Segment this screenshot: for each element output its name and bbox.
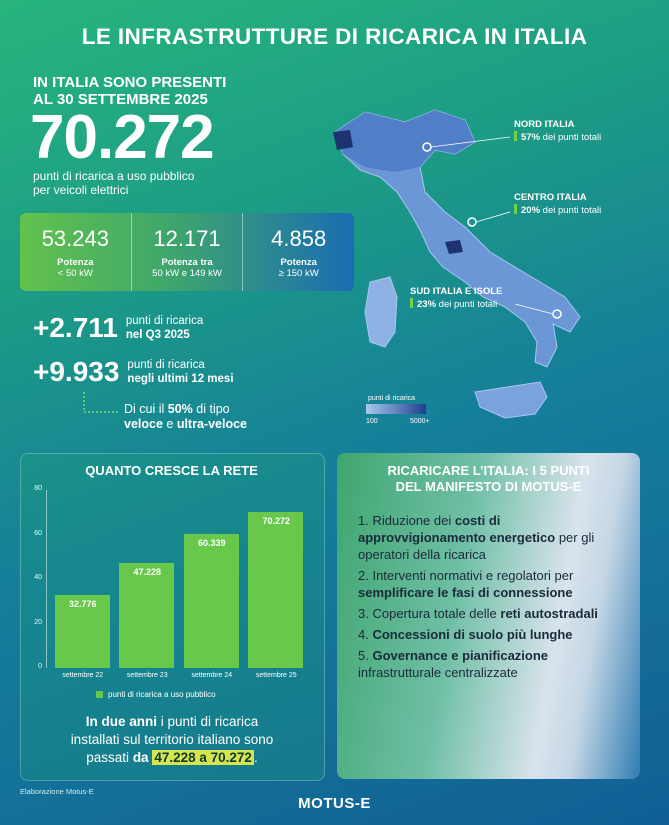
manifesto-title: RICARICARE L’ITALIA: I 5 PUNTI DEL MANIFESTO DI MOTUS-E bbox=[387, 463, 590, 494]
x-tick-label: settembre 22 bbox=[62, 672, 104, 679]
card-value: 53.243 bbox=[41, 226, 109, 251]
intro-line-2: AL 30 SETTEMBRE 2025 bbox=[33, 91, 208, 108]
map-legend-min: 100 bbox=[366, 418, 378, 425]
card-label: Potenza tra 50 kW e 149 kW bbox=[152, 257, 222, 279]
region-nord: NORD ITALIA 57% dei punti totali bbox=[514, 119, 602, 143]
y-tick-label: 60 bbox=[34, 529, 42, 537]
manifesto-item: 2. Interventi normativi e regolatori per semplificare le fasi di connessione bbox=[358, 568, 574, 600]
x-tick-label: settembre 24 bbox=[191, 672, 233, 679]
y-tick-label: 0 bbox=[38, 663, 42, 670]
stat-12-months bbox=[33, 356, 234, 388]
manifesto-item: 4. Concessioni di suolo più lunghe bbox=[358, 627, 573, 642]
region-centro: CENTRO ITALIA 20% dei punti totali bbox=[514, 192, 602, 216]
manifesto-item: 5. Governance e pianificazione infrastrutturale centralizzate bbox=[358, 648, 549, 680]
map-legend-bar bbox=[366, 404, 426, 414]
chart-caption: In due anni i punti di ricarica installati sul territorio italiano sono passati da 47.228 a 70.272 . bbox=[70, 714, 274, 765]
card-value: 12.171 bbox=[153, 226, 221, 251]
manifesto-list bbox=[358, 512, 630, 685]
growth-chart bbox=[30, 486, 320, 686]
manifesto-item: 3. Copertura totale delle reti autostradali bbox=[358, 606, 598, 621]
chart-bar bbox=[184, 534, 239, 668]
sicily bbox=[475, 382, 547, 418]
legend-swatch bbox=[96, 691, 103, 698]
card-value: 4.858 bbox=[271, 226, 327, 251]
total-desc-1: punti di ricarica a uso pubblico bbox=[33, 169, 195, 183]
sardinia bbox=[365, 277, 397, 347]
stat-value: +9.933 bbox=[33, 356, 120, 387]
bar-data-label: 47.228 bbox=[133, 566, 162, 577]
motus-e-logo: MOTUS-E bbox=[298, 795, 371, 812]
chart-bar bbox=[248, 512, 303, 668]
connector-line bbox=[80, 392, 124, 418]
y-tick-label: 20 bbox=[34, 618, 42, 626]
power-card-mid bbox=[132, 213, 244, 291]
intro-line-1: IN ITALIA SONO PRESENTI bbox=[33, 74, 227, 91]
bar-data-label: 60.339 bbox=[197, 537, 226, 548]
total-desc-2: per veicoli elettrici bbox=[33, 182, 129, 197]
marker-centro bbox=[468, 218, 476, 226]
bar-data-label: 70.272 bbox=[262, 515, 291, 526]
power-card-low bbox=[20, 213, 132, 291]
stat-q3 bbox=[33, 312, 203, 344]
chart-bar bbox=[119, 563, 174, 668]
manifesto-item: 1. Riduzione dei costi di approvvigionamento energetico per gli operatori della ricarica bbox=[358, 513, 595, 562]
card-label: Potenza ≥ 150 kW bbox=[278, 257, 319, 279]
bar-data-label: 32.776 bbox=[68, 599, 97, 610]
x-tick-label: settembre 25 bbox=[255, 672, 297, 679]
y-tick-label: 40 bbox=[34, 574, 42, 581]
dark-province-north bbox=[333, 130, 353, 150]
map-legend-max: 5000+ bbox=[410, 418, 430, 425]
fast-charging-note: Di cui il 50% di tipo veloce e ultra-veloce bbox=[124, 402, 247, 431]
map-legend-title: punti di ricarica bbox=[368, 395, 416, 402]
stat-desc: punti di ricarica negli ultimi 12 mesi bbox=[127, 359, 234, 385]
chart-title: QUANTO CRESCE LA RETE bbox=[85, 463, 258, 478]
total-charging-points: 70.272 bbox=[30, 103, 214, 172]
power-cards bbox=[20, 213, 354, 291]
chart-legend bbox=[96, 690, 216, 699]
page-title: LE INFRASTRUTTURE DI RICARICA IN ITALIA bbox=[81, 24, 588, 49]
legend-label: punti di ricarica a uso pubblico bbox=[108, 690, 216, 699]
y-tick-label: 80 bbox=[34, 485, 42, 492]
total-description bbox=[33, 170, 194, 197]
stat-desc: punti di ricarica nel Q3 2025 bbox=[125, 315, 204, 341]
source-note: Elaborazione Motus-E bbox=[20, 787, 94, 796]
x-tick-label: settembre 23 bbox=[126, 672, 168, 679]
stat-value: +2.711 bbox=[33, 312, 118, 343]
chart-y-axis bbox=[46, 490, 47, 668]
card-label: Potenza < 50 kW bbox=[57, 257, 94, 279]
region-sud: SUD ITALIA E ISOLE 23% dei punti totali bbox=[410, 286, 503, 310]
